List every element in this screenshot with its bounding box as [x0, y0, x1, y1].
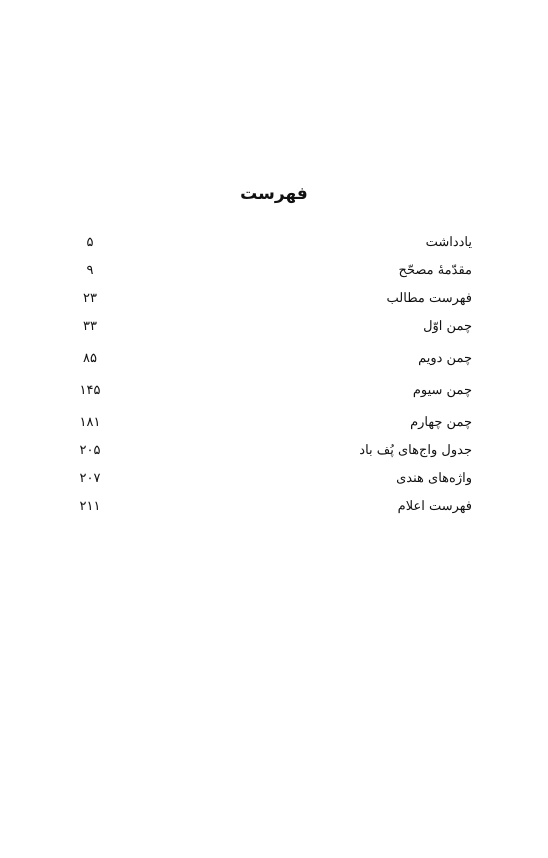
toc-entry[interactable]	[78, 468, 472, 490]
toc-entry-page-number: ۲۳	[83, 291, 97, 306]
toc-entry-label: جدول واج‌های پُف باد	[359, 443, 472, 458]
toc-entry[interactable]	[78, 348, 472, 370]
toc-entry-page-number: ۱۸۱	[79, 415, 101, 430]
toc-entry-page-number: ۲۱۱	[79, 499, 101, 514]
toc-entry[interactable]	[78, 260, 472, 282]
toc-entry-label: مقدّمهٔ مصحّح	[398, 263, 472, 278]
toc-entry-page-number: ۲۰۷	[79, 471, 101, 486]
toc-entry-page-number: ۵	[86, 235, 94, 250]
toc-entry-page-number: ۱۴۵	[79, 383, 101, 398]
toc-entry-label: یادداشت	[425, 235, 472, 250]
toc-entry[interactable]	[78, 380, 472, 402]
toc-entry-page-number: ۹	[86, 263, 94, 278]
toc-entry-label: چمن سیوم	[412, 383, 472, 398]
toc-entry[interactable]	[78, 288, 472, 310]
toc-entry-label: فهرست اعلام	[397, 499, 472, 514]
toc-entry[interactable]	[78, 496, 472, 518]
toc-entry-page-number: ۲۰۵	[79, 443, 101, 458]
toc-entry[interactable]	[78, 316, 472, 338]
toc-entry[interactable]	[78, 440, 472, 462]
toc-entry[interactable]	[78, 232, 472, 254]
toc-entry-page-number: ۳۳	[83, 319, 97, 334]
toc-entry-label: واژه‌های هندی	[396, 471, 472, 486]
toc-entry-label: چمن دویم	[418, 351, 472, 366]
toc-entry-label: چمن اوّل	[423, 319, 472, 334]
toc-entry-page-number: ۸۵	[83, 351, 97, 366]
toc-entry-label: چمن چهارم	[410, 415, 472, 430]
toc-entry[interactable]	[78, 412, 472, 434]
toc-entry-label: فهرست مطالب	[386, 291, 472, 306]
page-title: فهرست	[240, 184, 308, 204]
